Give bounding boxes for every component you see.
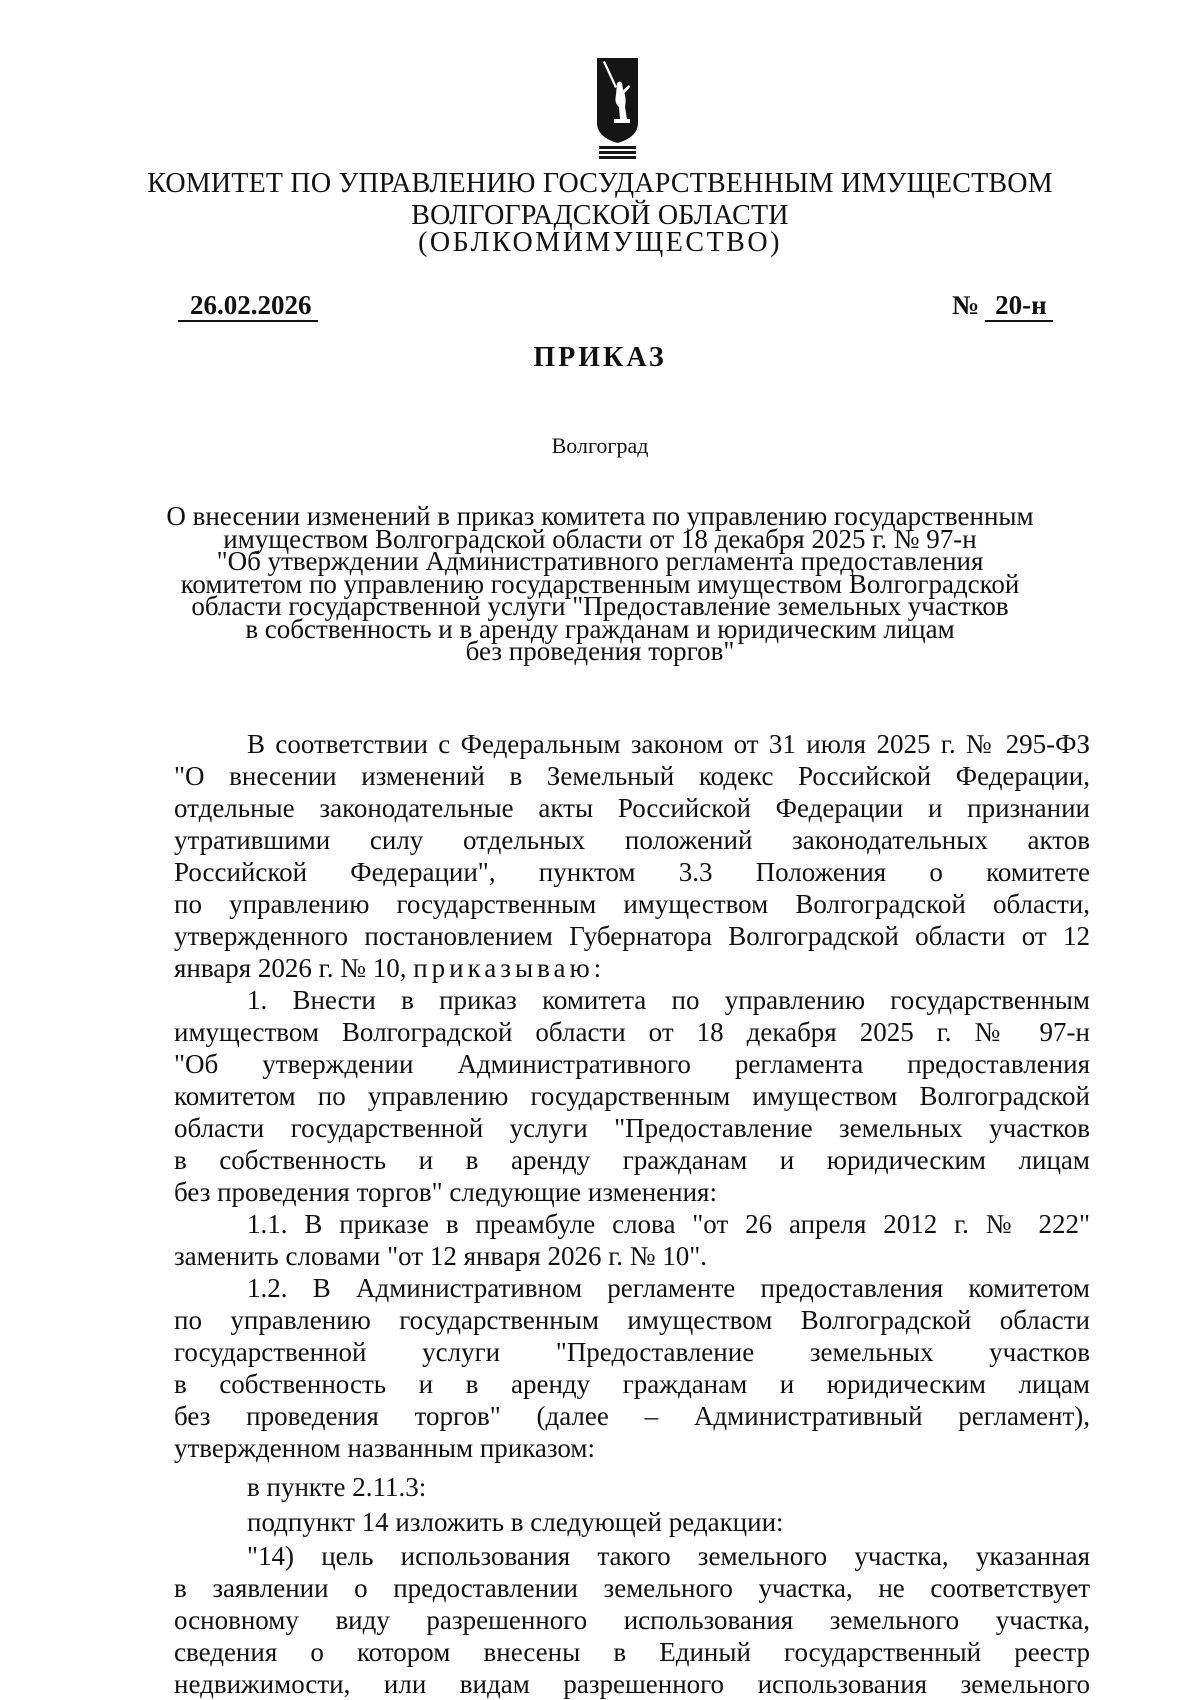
preamble-line: Российской Федерации", пунктом 3.3 Положения о комитете <box>174 857 1090 887</box>
subject-line: области государственной услуги "Предоставление земельных участков <box>191 591 1009 621</box>
org-name-line-1: КОМИТЕТ ПО УПРАВЛЕНИЮ ГОСУДАРСТВЕННЫМ ИМУЩЕСТВОМ <box>147 168 1053 199</box>
item-1-line: имуществом Волгоградской области от 18 декабря 2025 г. № 97-н <box>174 1017 1090 1047</box>
quoted-text-line: "14) цель использования такого земельного участка, указанная <box>247 1541 1090 1571</box>
preamble-last-line <box>174 952 1090 984</box>
subpoint-instruction: подпункт 14 изложить в следующей редакции: <box>247 1507 784 1537</box>
preamble-line: утратившими силу отдельных положений законодательных актов <box>174 825 1090 855</box>
document-body <box>174 728 1090 1700</box>
preamble-line: по управлению государственным имуществом Волгоградской области, <box>174 889 1090 919</box>
subject-line: комитетом по управлению государственным имуществом Волгоградской <box>180 568 1020 599</box>
item-1-line: комитетом по управлению государственным имуществом Волгоградской <box>174 1081 1090 1111</box>
preamble-line: "О внесении изменений в Земельный кодекс Российской Федерации, <box>174 761 1090 791</box>
subject-line: "Об утверждении Административного регламента предоставления <box>216 546 984 576</box>
item-1-2-line: по управлению государственным имуществом Волгоградской области <box>174 1305 1090 1335</box>
city-name: Волгоград <box>551 433 649 458</box>
quoted-text-line: сведения о котором внесены в Единый государственный реестр <box>174 1637 1090 1667</box>
subject-line: в собственность и в аренду гражданам и юридическим лицам <box>245 613 955 644</box>
subject-line: имуществом Волгоградской области от 18 декабря 2025 г. № 97-н <box>223 523 977 554</box>
item-1-line: области государственной услуги "Предоставление земельных участков <box>174 1113 1090 1143</box>
subject-line: без проведения торгов" <box>465 636 735 666</box>
item-1-line: 1. Внести в приказ комитета по управлению государственным <box>247 985 1090 1015</box>
quoted-text-line: в заявлении о предоставлении земельного участка, не соответствует <box>174 1573 1090 1603</box>
order-verb: приказываю: <box>413 953 606 983</box>
item-1-line: без проведения торгов" следующие изменения: <box>174 1177 717 1207</box>
subject-line: О внесении изменений в приказ комитета по управлению государственным <box>166 501 1034 531</box>
preamble-last-prefix: января 2026 г. № 10, <box>174 953 407 983</box>
preamble-line: отдельные законодательные акты Российской Федерации и признании <box>174 793 1090 823</box>
preamble-line: утвержденного постановлением Губернатора Волгоградской области от 12 <box>174 921 1090 951</box>
item-1-1-line: заменить словами "от 12 января 2026 г. № 10". <box>174 1241 708 1271</box>
order-subject <box>0 501 1200 666</box>
item-1-2-line: государственной услуги "Предоставление земельных участков <box>174 1337 1090 1367</box>
org-abbreviation: (ОБЛКОМИМУЩЕСТВО) <box>418 227 782 258</box>
item-1-2-line: утвержденном названным приказом: <box>174 1433 595 1463</box>
document-type-title: ПРИКАЗ <box>533 342 667 373</box>
item-1-2-line: 1.2. В Административном регламенте предоставления комитетом <box>247 1273 1090 1303</box>
order-date: 26.02.2026 <box>178 290 318 322</box>
item-1-line: в собственность и в аренду гражданам и юридическим лицам <box>174 1145 1090 1175</box>
item-1-line: "Об утверждении Административного регламента предоставления <box>174 1049 1090 1079</box>
number-value: 20-н <box>985 290 1053 322</box>
preamble-line: В соответствии с Федеральным законом от 31 июля 2025 г. № 295-ФЗ <box>247 729 1090 759</box>
number-sign: № <box>952 290 980 320</box>
coat-of-arms-icon <box>596 57 639 160</box>
quoted-text-line: недвижимости, или видам разрешенного использования земельного <box>174 1669 1090 1699</box>
org-name-line-2: ВОЛГОГРАДСКОЙ ОБЛАСТИ <box>411 200 789 231</box>
item-1-1-line: 1.1. В приказе в преамбуле слова "от 26 апреля 2012 г. № 222" <box>247 1209 1090 1239</box>
quoted-text-line: основному виду разрешенного использования земельного участка, <box>174 1605 1090 1635</box>
item-1-2-line: без проведения торгов" (далее – Административный регламент), <box>174 1401 1090 1431</box>
order-number <box>952 290 1053 320</box>
item-1-2-line: в собственность и в аренду гражданам и юридическим лицам <box>174 1369 1090 1399</box>
point-reference: в пункте 2.11.3: <box>247 1472 427 1502</box>
